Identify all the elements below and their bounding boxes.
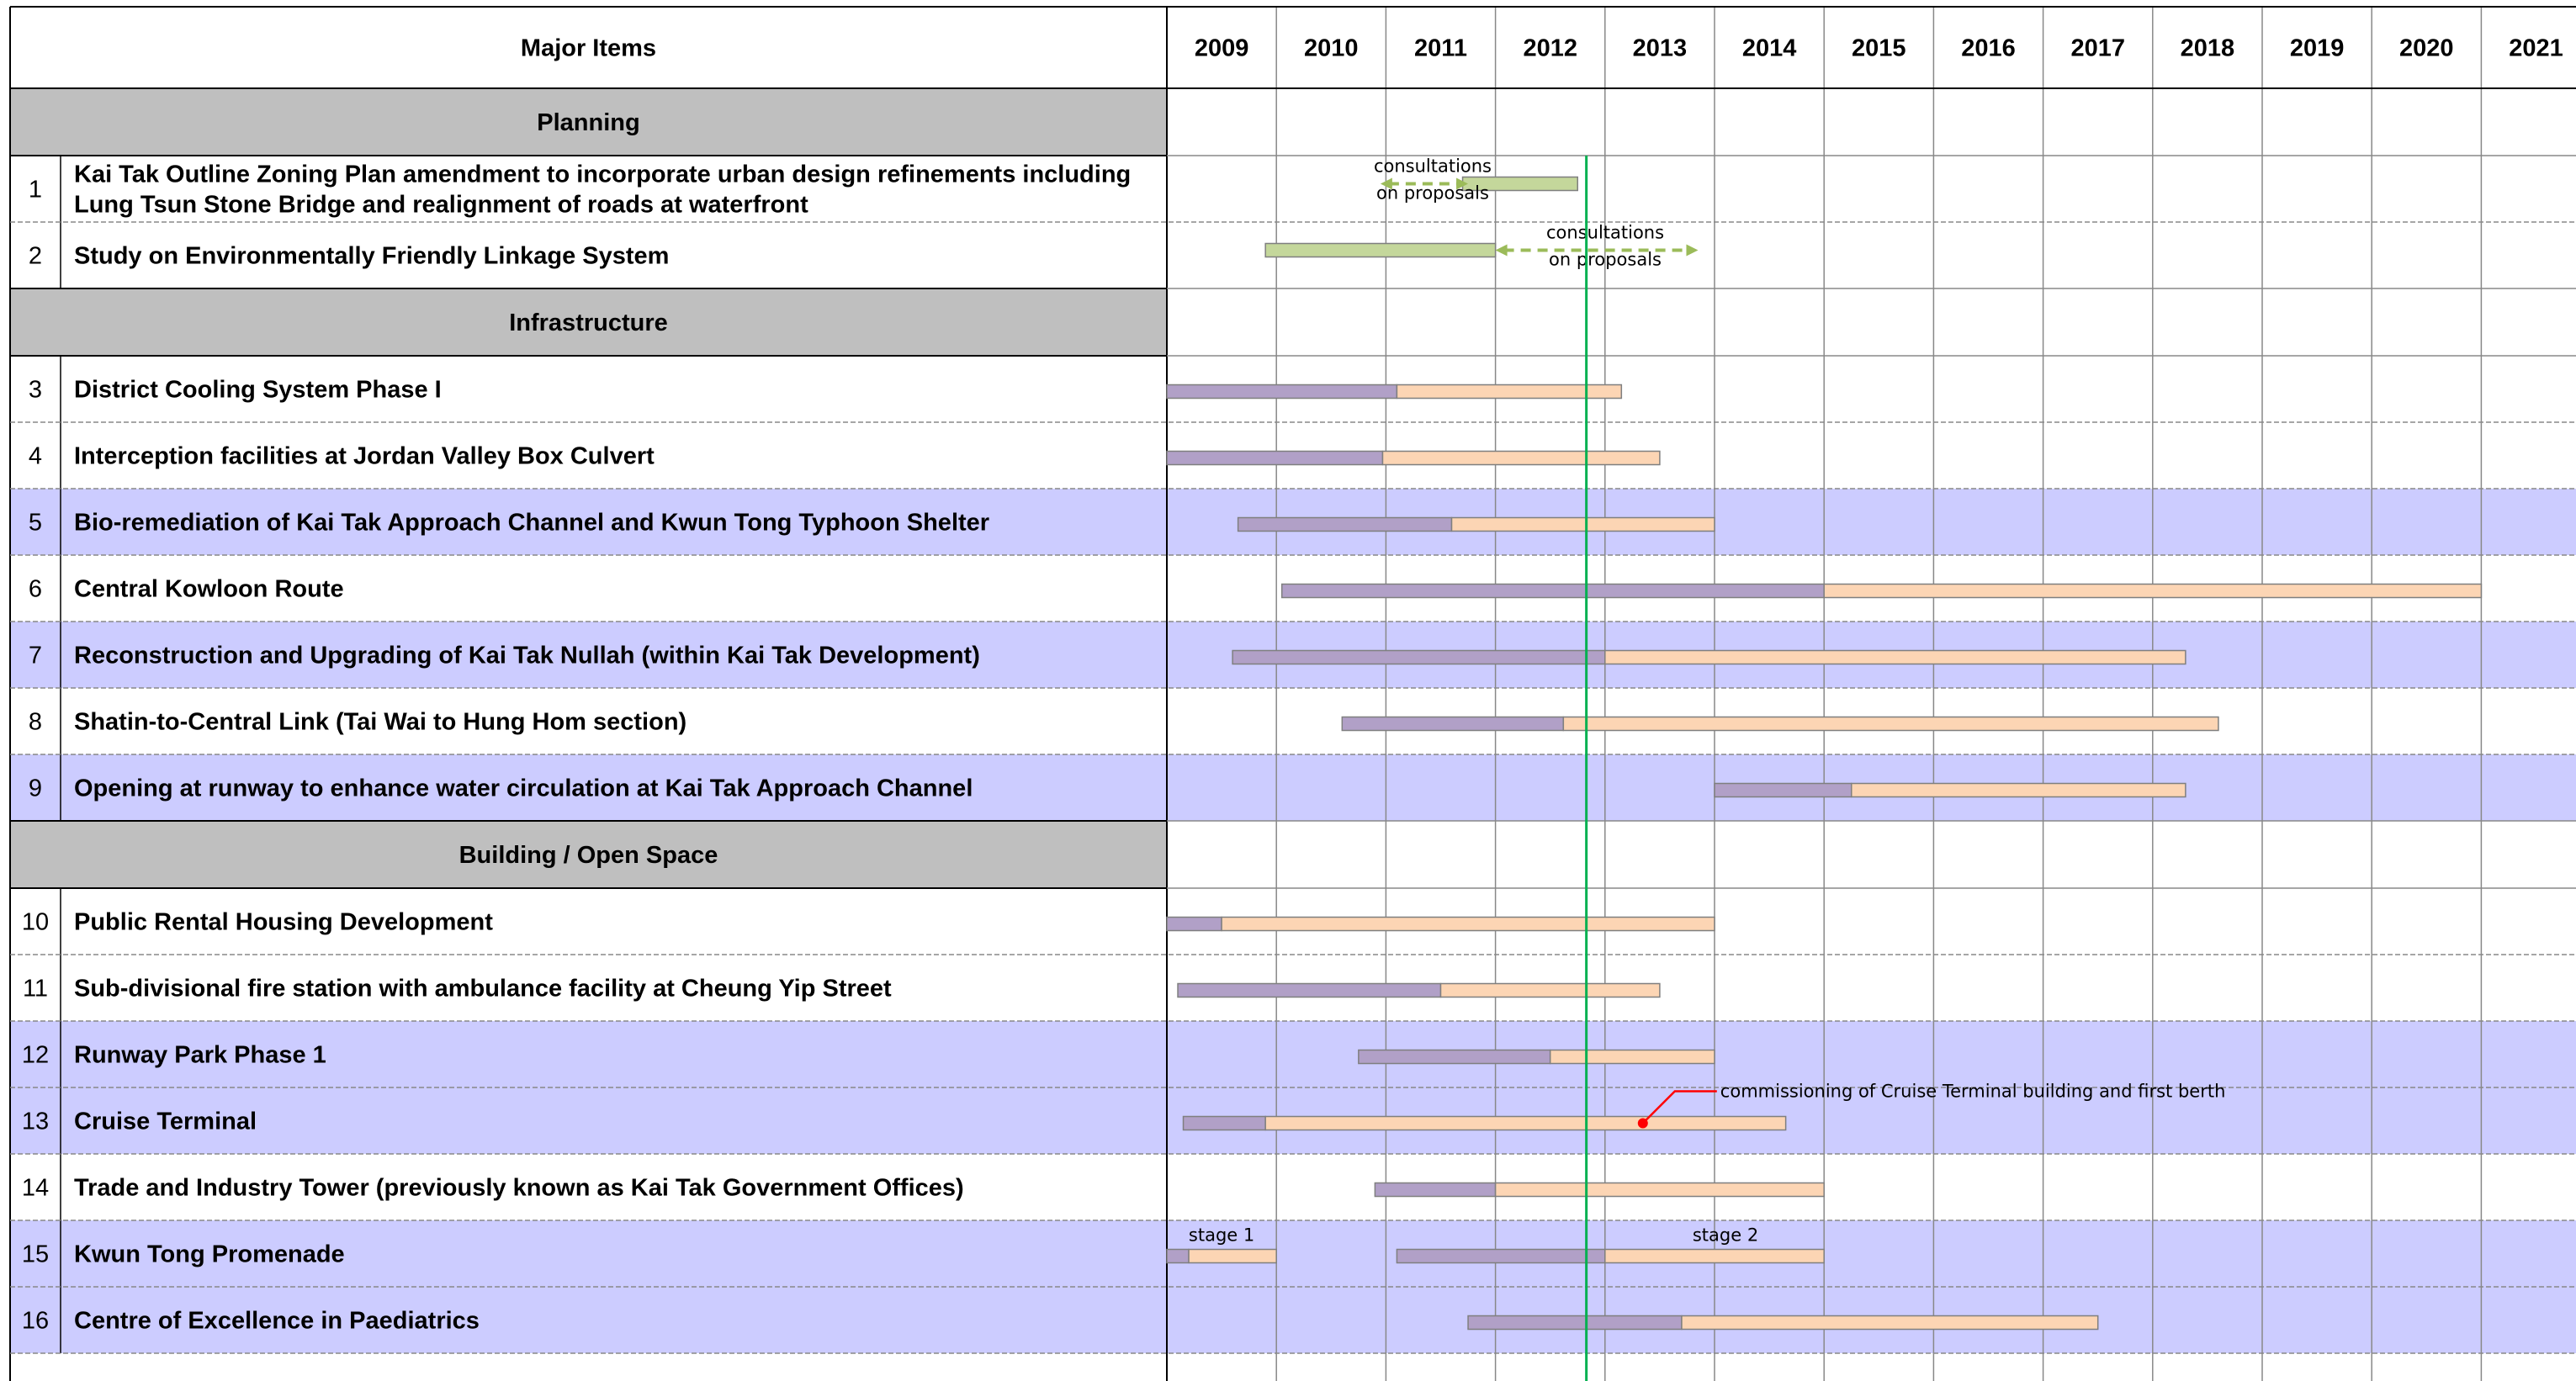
design-bar	[1282, 585, 1824, 598]
year-label: 2010	[1304, 34, 1359, 62]
design-bar	[1468, 1316, 1682, 1330]
design-bar	[1375, 1183, 1495, 1197]
item-label: Kwun Tong Promenade	[74, 1241, 345, 1268]
design-bar	[1167, 385, 1397, 399]
item-label: Kai Tak Outline Zoning Plan amendment to incorporate urban design refinements including	[74, 161, 1132, 188]
year-label: 2013	[1632, 34, 1688, 62]
construction-bar	[1265, 1117, 1785, 1130]
stage-label: stage 2	[1692, 1225, 1759, 1246]
arrow-head-left	[1496, 245, 1508, 257]
construction-bar	[1441, 984, 1660, 997]
design-bar	[1397, 1250, 1604, 1263]
item-label: Public Rental Housing Development	[74, 908, 493, 936]
milestone-dot	[1638, 1119, 1648, 1129]
header-row	[521, 35, 2563, 62]
design-bar	[1178, 984, 1440, 997]
item-label: Reconstruction and Upgrading of Kai Tak Nullah (within Kai Tak Development)	[74, 642, 980, 669]
year-label: 2018	[2180, 34, 2235, 62]
shaded-row	[10, 1021, 2576, 1087]
section-title: Building / Open Space	[458, 842, 718, 869]
item-number: 11	[22, 975, 49, 1003]
item-number: 12	[21, 1041, 50, 1069]
item-number: 7	[28, 642, 43, 669]
construction-bar	[1222, 918, 1715, 931]
construction-bar	[1382, 452, 1659, 465]
design-bar	[1167, 918, 1222, 931]
item-label: Central Kowloon Route	[74, 575, 344, 603]
item-number: 6	[28, 575, 43, 603]
item-number: 3	[28, 376, 43, 404]
item-number: 8	[28, 708, 43, 736]
year-label: 2011	[1414, 34, 1467, 62]
construction-bar	[1605, 651, 2186, 664]
construction-bar	[1852, 784, 2186, 797]
construction-bar	[1452, 518, 1715, 532]
year-label: 2020	[2399, 34, 2454, 62]
item-number: 5	[28, 509, 43, 537]
item-number: 4	[28, 442, 43, 470]
year-label: 2016	[1961, 34, 2016, 62]
design-bar	[1232, 651, 1605, 664]
design-bar	[1342, 717, 1563, 731]
item-number: 15	[21, 1241, 50, 1268]
design-bar	[1238, 518, 1452, 532]
year-label: 2017	[2070, 34, 2125, 62]
year-label: 2009	[1194, 34, 1249, 62]
arrow-label: consultations	[1546, 222, 1665, 243]
construction-bar	[1682, 1316, 2098, 1330]
year-label: 2019	[2289, 34, 2345, 62]
arrow-label: on proposals	[1375, 183, 1489, 204]
item-label: Cruise Terminal	[74, 1108, 257, 1135]
item-number: 13	[21, 1108, 50, 1135]
item-label: Shatin-to-Central Link (Tai Wai to Hung Hom section)	[74, 708, 687, 736]
item-label: Runway Park Phase 1	[74, 1041, 326, 1069]
item-number: 1	[28, 176, 43, 204]
planning-bar	[1265, 244, 1495, 257]
arrow-head-right	[1686, 245, 1698, 257]
section-title: Infrastructure	[509, 310, 668, 336]
construction-bar	[1397, 385, 1621, 399]
header-items-label: Major Items	[520, 34, 657, 62]
item-label: District Cooling System Phase I	[74, 376, 442, 404]
design-bar	[1184, 1117, 1266, 1130]
item-number: 10	[21, 908, 50, 936]
item-number: 9	[28, 775, 43, 802]
item-label: Study on Environmentally Friendly Linkage System	[74, 242, 670, 270]
design-bar	[1715, 784, 1852, 797]
stage-label: stage 1	[1188, 1225, 1255, 1246]
year-label: 2021	[2509, 34, 2563, 62]
section-title: Planning	[537, 109, 640, 136]
year-label: 2012	[1523, 34, 1577, 62]
year-label: 2015	[1852, 34, 1906, 62]
construction-bar	[1824, 585, 2481, 598]
year-label: 2014	[1741, 34, 1797, 62]
item-label: Trade and Industry Tower (previously known as Kai Tak Government Offices)	[74, 1174, 964, 1202]
item-label: Centre of Excellence in Paediatrics	[74, 1307, 480, 1335]
item-number: 14	[21, 1174, 50, 1202]
design-bar	[1167, 452, 1382, 465]
item-label: Opening at runway to enhance water circulation at Kai Tak Approach Channel	[74, 775, 973, 802]
construction-bar	[1563, 717, 2218, 731]
item-number: 16	[21, 1307, 50, 1335]
construction-bar	[1550, 1050, 1715, 1064]
design-bar	[1167, 1250, 1189, 1263]
shaded-row	[10, 1220, 2576, 1287]
item-label: Sub-divisional fire station with ambulance facility at Cheung Yip Street	[74, 975, 892, 1003]
item-label: Bio-remediation of Kai Tak Approach Channel and Kwun Tong Typhoon Shelter	[74, 509, 990, 537]
construction-bar	[1496, 1183, 1825, 1197]
design-bar	[1359, 1050, 1550, 1064]
item-label: Lung Tsun Stone Bridge and realignment of roads at waterfront	[74, 191, 808, 219]
construction-bar	[1189, 1250, 1276, 1263]
arrow-label: on proposals	[1549, 249, 1662, 270]
item-label: Interception facilities at Jordan Valley Box Culvert	[74, 442, 655, 470]
construction-bar	[1605, 1250, 1824, 1263]
arrow-label: consultations	[1373, 156, 1492, 177]
item-number: 2	[28, 242, 43, 270]
milestone-label: commissioning of Cruise Terminal building and first berth	[1720, 1081, 2226, 1102]
